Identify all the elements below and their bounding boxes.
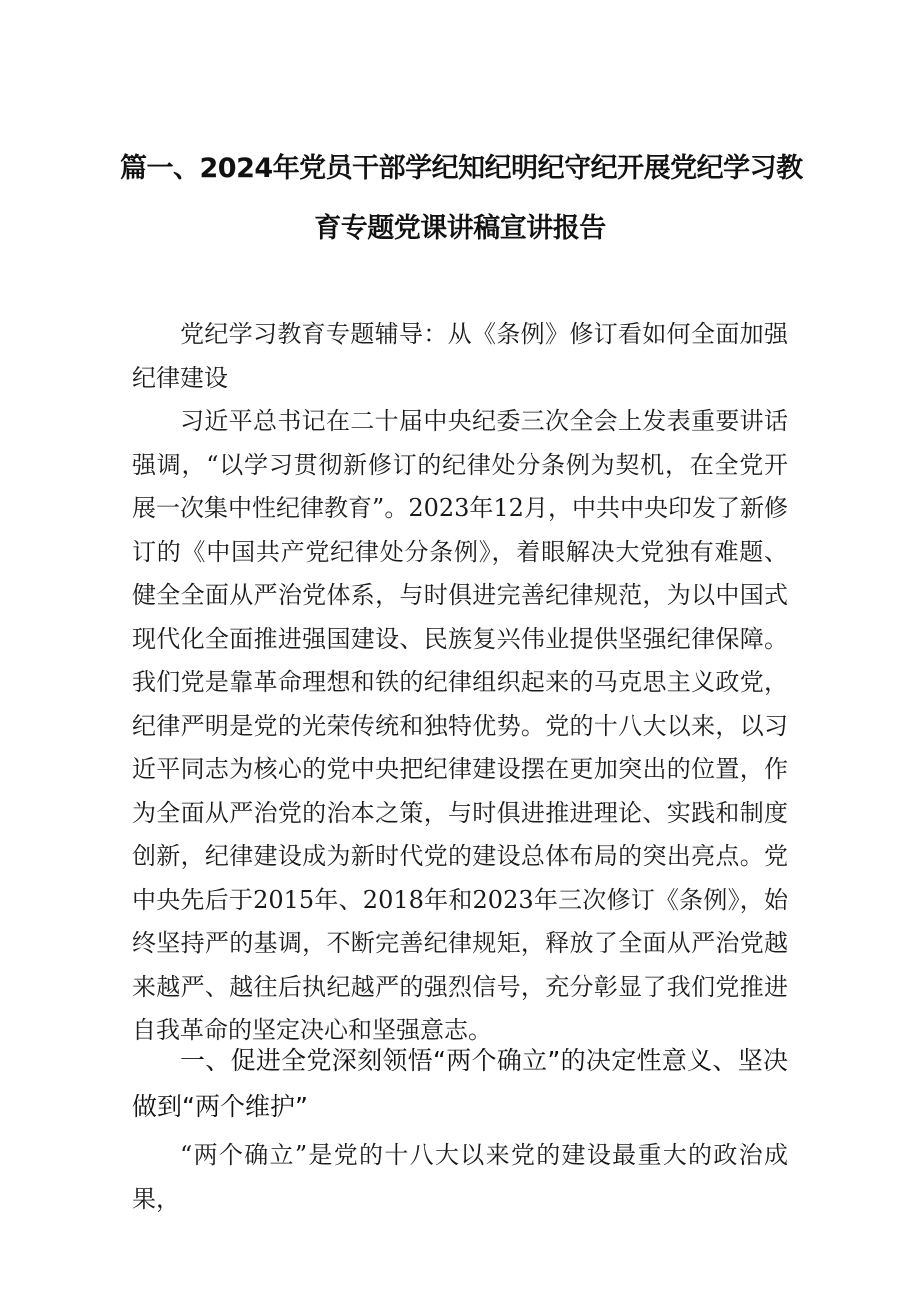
section-heading-1: 一、促进全党深刻领悟“两个确立”的决定性意义、坚决做到“两个维护” bbox=[132, 1046, 788, 1121]
document-title-line-1: 篇一、2024年党员干部学纪知纪明纪守纪开展党纪学习教 bbox=[120, 153, 803, 184]
body-paragraph-2: “两个确立”是党的十八大以来党的建设最重大的政治成果， bbox=[132, 1141, 788, 1213]
document-subtitle: 党纪学习教育专题辅导：从《条例》修订看如何全面加强纪律建设 bbox=[132, 320, 788, 392]
body-paragraph-1: 习近平总书记在二十届中央纪委三次全会上发表重要讲话强调，“以学习贯彻新修订的纪律处分条例为契机，在全党开展一次集中性纪律教育”。2023年12月，中共中央印发了新修订的《中国共产党纪律处分条例》，着眼解决大党独有难题、健全全面从严治党体系，与时俱进完善纪律规范，为以中国式现代化全面推进强国建设、民族复兴伟业提供坚强纪律保障。我们党是靠革命理想和铁的纪律组织起来的马克思主义政党，纪律严明是党的光荣传统和独特优势。党的十八大以来，以习近平同志为核心的党中央把纪律建设摆在更加突出的位置，作为全面从严治党的治本之策，与时俱进推进理论、实践和制度创新，纪律建设成为新时代党的建设总体布局的突出亮点。党中央先后于2015年、2018年和2023年三次修订《条例》，始终坚持严的基调，不断完善纪律规矩，释放了全面从严治党越来越严、越往后执纪越严的强烈信号，充分彰显了我们党推进自我革命的坚定决心和坚强意志。 bbox=[132, 407, 788, 1044]
document-title-line-2: 育专题党课讲稿宣讲报告 bbox=[314, 213, 606, 244]
